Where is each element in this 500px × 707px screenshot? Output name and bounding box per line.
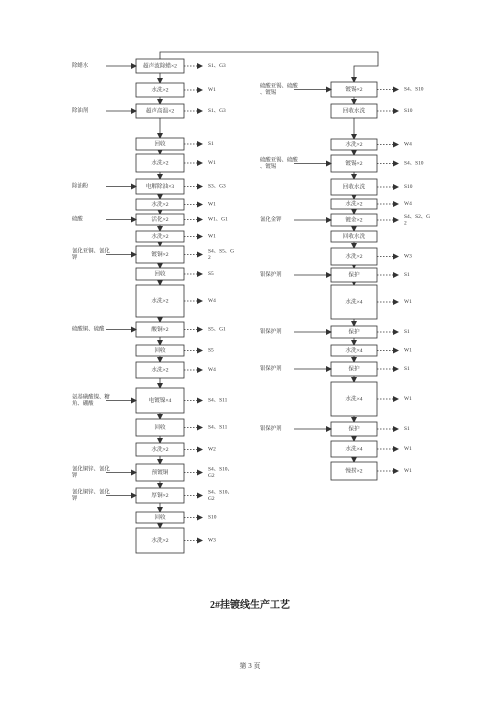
- output-label: S1: [404, 272, 410, 279]
- output-label: W4: [404, 201, 412, 208]
- process-box-label: 超声高温×2: [145, 108, 175, 115]
- output-label: S5: [208, 271, 214, 278]
- output-label: S4、S5、G: [208, 248, 235, 255]
- process-box-label: 水洗×2: [151, 201, 169, 208]
- right-process-column: [260, 81, 430, 480]
- right-step: [331, 345, 412, 356]
- left-step: [136, 83, 216, 97]
- left-step: [136, 199, 216, 210]
- input-label: 钾: [72, 496, 78, 503]
- process-box-label: 保护: [348, 426, 360, 433]
- process-box-label: 酸铜×2: [151, 326, 169, 333]
- left-step: [136, 231, 216, 242]
- input-label: 钾: [72, 255, 78, 262]
- process-box-label: 水洗×4: [345, 347, 363, 354]
- process-box-label: 水洗×2: [151, 446, 169, 453]
- process-box-label: 电镀镍×4: [148, 397, 172, 404]
- left-step: [72, 59, 226, 73]
- output-label: G2: [208, 473, 215, 480]
- input-label: 氨基磺酸镍、糖: [72, 394, 110, 401]
- output-label: 2: [404, 220, 407, 227]
- process-box-label: 镀铜×2: [151, 251, 169, 258]
- input-label: 硫酸铜、硫酸: [72, 326, 105, 333]
- input-label: 角、硼酸: [72, 401, 94, 408]
- output-label: W1: [404, 299, 412, 306]
- right-step: [331, 248, 412, 265]
- input-label: 除油剂: [72, 108, 89, 115]
- output-label: S4、S10: [404, 86, 424, 93]
- process-box-label: 回收水洗: [342, 233, 366, 240]
- process-box-label: 镀锡×2: [345, 86, 363, 93]
- output-label: W4: [208, 298, 216, 305]
- left-step: [72, 179, 226, 194]
- output-label: W3: [404, 253, 412, 260]
- output-label: S10: [404, 108, 413, 115]
- right-step: [331, 462, 412, 480]
- input-label: 银保护剂: [260, 426, 282, 433]
- input-label: 、镀锡: [260, 164, 277, 171]
- output-label: S1: [404, 366, 410, 373]
- process-box-label: 水洗×2: [345, 141, 363, 148]
- left-step: [136, 419, 228, 436]
- output-label: S4、S11: [208, 424, 228, 431]
- left-step: [72, 388, 228, 413]
- input-label: 、镀锡: [260, 90, 277, 97]
- input-label: 银保护剂: [260, 329, 282, 336]
- process-box-label: 水洗×2: [151, 233, 169, 240]
- input-label: 氰化亚铜、氰化: [72, 248, 110, 255]
- left-step: [136, 528, 216, 553]
- process-box-label: 活化×2: [151, 216, 169, 223]
- left-process-column: [72, 59, 234, 553]
- output-label: W1: [404, 347, 412, 354]
- process-box-label: 水洗×2: [151, 160, 169, 167]
- process-box-label: 水洗×4: [345, 396, 363, 403]
- process-box-label: 水洗×2: [151, 367, 169, 374]
- left-step: [72, 246, 234, 263]
- output-label: W2: [208, 446, 216, 453]
- process-box-label: 回收: [154, 271, 166, 278]
- left-step: [136, 285, 216, 317]
- input-label: 氰化金钾: [260, 217, 282, 224]
- input-label: 硫酸亚锡、硫酸: [260, 157, 298, 164]
- output-label: 2: [208, 255, 211, 262]
- process-box-label: 超声波除蜡×2: [143, 63, 177, 70]
- process-box-label: 电解除油×3: [145, 183, 175, 190]
- output-label: S10: [208, 514, 217, 521]
- input-label: 钾: [72, 473, 78, 480]
- right-step: [331, 139, 412, 150]
- process-box-label: 回收: [154, 347, 166, 354]
- output-label: W1: [208, 233, 216, 240]
- process-box-label: 回收: [154, 514, 166, 521]
- process-box-label: 水洗×4: [345, 446, 363, 453]
- output-label: S1、G3: [208, 108, 226, 115]
- process-box-label: 保护: [348, 366, 360, 373]
- right-step: [260, 268, 410, 282]
- input-label: 除油粉: [72, 183, 89, 190]
- input-label: 银保护剂: [260, 366, 282, 373]
- process-box-label: 水洗×2: [151, 298, 169, 305]
- process-box-label: 回收水洗: [342, 108, 366, 115]
- output-label: G2: [208, 496, 215, 503]
- output-label: S5、G1: [208, 326, 226, 333]
- left-step: [72, 487, 233, 503]
- output-label: S5: [208, 347, 214, 354]
- right-step: [260, 81, 424, 97]
- input-label: 除蜡水: [72, 63, 89, 70]
- process-box-label: 水洗×4: [345, 299, 363, 306]
- output-label: W1: [404, 446, 412, 453]
- input-label: 硫酸: [72, 216, 83, 223]
- right-step: [260, 214, 430, 227]
- process-box-label: 水洗×2: [151, 537, 169, 544]
- process-box-label: 厚铜×2: [151, 492, 169, 499]
- right-step: [331, 441, 412, 457]
- process-box-label: 保护: [348, 329, 360, 336]
- right-step: [260, 326, 410, 338]
- output-label: W3: [208, 537, 216, 544]
- right-step: [331, 199, 412, 209]
- output-label: W1: [208, 87, 216, 94]
- process-box-label: 预镀铜: [151, 469, 169, 476]
- process-box-label: 镀金×2: [345, 217, 363, 224]
- right-step: [260, 362, 410, 376]
- input-label: 氰化铜锌、氰化: [72, 466, 110, 473]
- left-step: [136, 512, 217, 523]
- output-label: S4、S10、: [208, 466, 233, 473]
- right-step: [331, 382, 412, 416]
- left-step: [136, 345, 214, 356]
- input-label: 硫酸亚锡、硫酸: [260, 83, 298, 90]
- left-step: [136, 268, 214, 280]
- left-step: [136, 138, 214, 150]
- output-label: W1: [208, 160, 216, 167]
- right-step: [260, 422, 410, 436]
- process-box-label: 水洗×2: [345, 253, 363, 260]
- process-box-label: 慢捞×2: [345, 468, 363, 475]
- output-label: S1: [208, 141, 214, 148]
- left-step: [136, 362, 216, 378]
- output-label: S1: [404, 426, 410, 433]
- left-step: [72, 464, 233, 481]
- right-step: [260, 155, 424, 172]
- output-label: W1、G1: [208, 216, 228, 223]
- right-step: [331, 104, 413, 118]
- left-step: [72, 322, 226, 337]
- process-box-label: 水洗×2: [151, 87, 169, 94]
- output-label: S4、S11: [208, 397, 228, 404]
- output-label: S1、G3: [208, 63, 226, 70]
- output-label: S4、S2、G: [404, 213, 431, 220]
- output-label: S4、S10、: [208, 489, 233, 496]
- left-step: [136, 443, 216, 456]
- process-box-label: 回收: [154, 424, 166, 431]
- process-box-label: 回收水洗: [342, 184, 366, 191]
- output-label: S4、S10: [404, 160, 424, 167]
- left-step: [72, 214, 228, 225]
- process-box-label: 回收: [154, 141, 166, 148]
- output-label: W4: [404, 141, 412, 148]
- output-label: S10: [404, 184, 413, 191]
- output-label: S3、G3: [208, 183, 226, 190]
- page-number: 第 3 页: [239, 662, 261, 670]
- process-box-label: 保护: [348, 272, 360, 279]
- left-step: [72, 104, 226, 118]
- right-step: [331, 179, 413, 195]
- input-label: 银保护剂: [260, 272, 282, 279]
- left-step: [136, 154, 216, 172]
- output-label: W4: [208, 367, 216, 374]
- output-label: W1: [208, 201, 216, 208]
- process-box-label: 镀锡×2: [345, 160, 363, 167]
- output-label: W1: [404, 468, 412, 475]
- right-step: [331, 231, 377, 242]
- process-box-label: 水洗×2: [345, 201, 363, 208]
- column-link-arrow: [160, 52, 378, 82]
- input-label: 氰化铜锌、氰化: [72, 489, 110, 496]
- output-label: S1: [404, 329, 410, 336]
- diagram-caption: 2#挂镀线生产工艺: [210, 600, 290, 611]
- output-label: W1: [404, 396, 412, 403]
- right-step: [331, 285, 412, 319]
